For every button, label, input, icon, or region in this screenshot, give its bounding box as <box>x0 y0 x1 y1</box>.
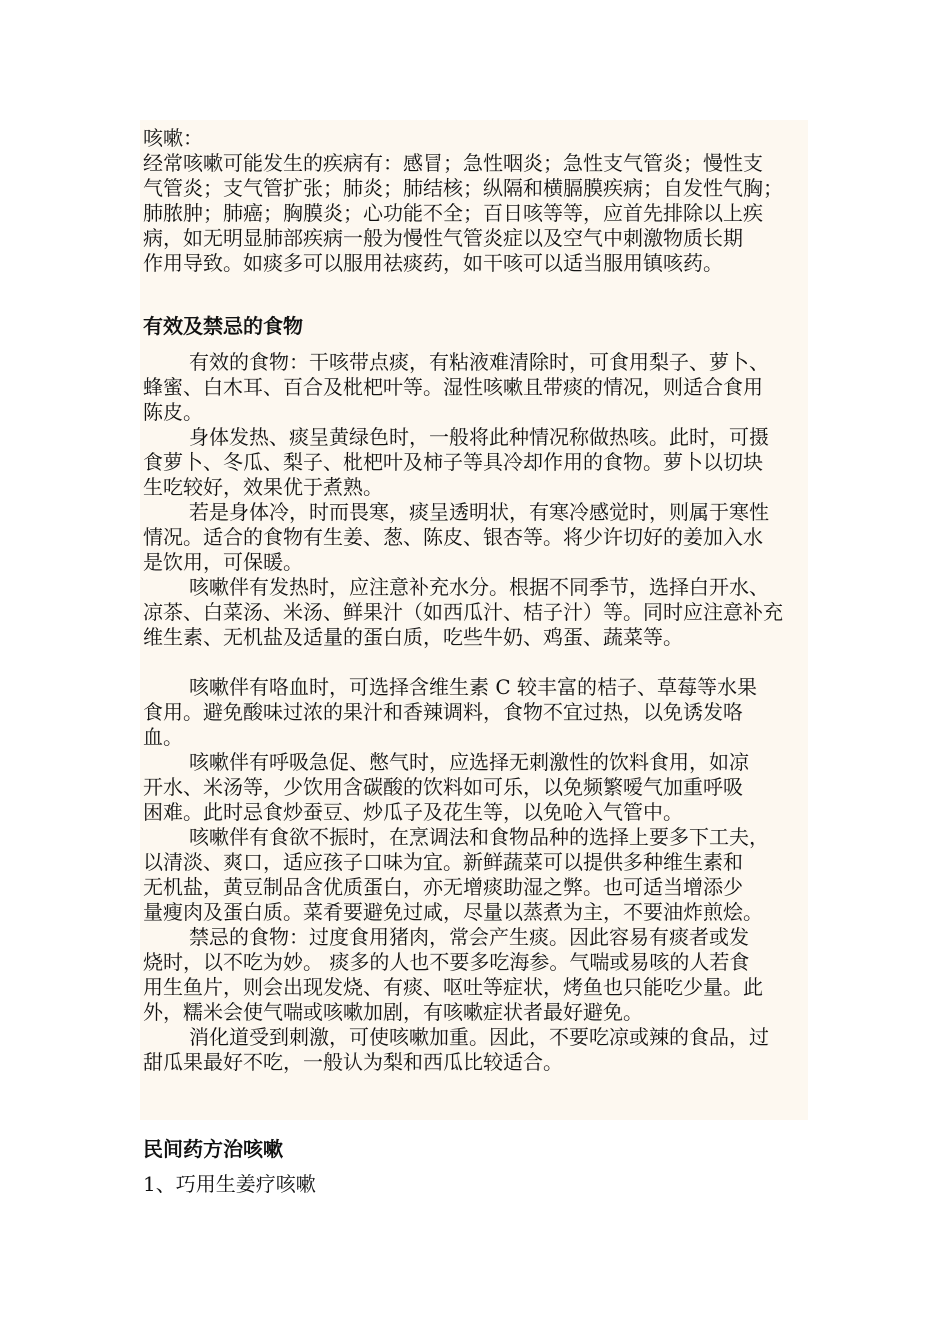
body-line: 咳嗽伴有咯血时，可选择含维生素 C 较丰富的桔子、草莓等水果 <box>189 675 758 699</box>
body-line: 蜂蜜、白木耳、百合及枇杷叶等。湿性咳嗽且带痰的情况，则适合食用 <box>143 375 763 399</box>
body-line: 无机盐，黄豆制品含优质蛋白，亦无增痰助湿之弊。也可适当增添少 <box>143 875 743 899</box>
section-heading: 民间药方治咳嗽 <box>143 1137 283 1161</box>
body-line: 烧时，以不吃为妙。 痰多的人也不要多吃海参。气喘或易咳的人若食 <box>143 950 750 974</box>
body-line: 维生素、无机盐及适量的蛋白质，吃些牛奶、鸡蛋、蔬菜等。 <box>143 625 683 649</box>
body-line: 身体发热、痰呈黄绿色时，一般将此种情况称做热咳。此时，可摄 <box>189 425 769 449</box>
body-line: 血。 <box>143 725 183 749</box>
body-line: 咳嗽伴有食欲不振时，在烹调法和食物品种的选择上要多下工夫， <box>189 825 769 849</box>
body-line: 有效的食物：干咳带点痰，有粘液难清除时，可食用梨子、萝卜、 <box>189 350 769 374</box>
body-line: 消化道受到刺激，可使咳嗽加重。因此，不要吃凉或辣的食品，过 <box>189 1025 769 1049</box>
section-title: 咳嗽： <box>143 126 203 150</box>
body-line: 是饮用，可保暖。 <box>143 550 303 574</box>
body-line: 量瘦肉及蛋白质。菜肴要避免过咸，尽量以蒸煮为主，不要油炸煎烩。 <box>143 900 763 924</box>
body-line: 气管炎；支气管扩张；肺炎；肺结核；纵隔和横膈膜疾病；自发性气胸； <box>143 176 783 200</box>
body-line: 肺脓肿；肺癌；胸膜炎；心功能不全；百日咳等等，应首先排除以上疾 <box>143 201 763 225</box>
body-line: 咳嗽伴有发热时，应注意补充水分。根据不同季节，选择白开水、 <box>189 575 769 599</box>
body-line: 情况。适合的食物有生姜、葱、陈皮、银杏等。将少许切好的姜加入水 <box>143 525 763 549</box>
body-line: 陈皮。 <box>143 400 203 424</box>
body-line: 食萝卜、冬瓜、梨子、枇杷叶及柿子等具冷却作用的食物。萝卜以切块 <box>143 450 763 474</box>
body-line: 凉茶、白菜汤、米汤、鲜果汁（如西瓜汁、桔子汁）等。同时应注意补充 <box>143 600 783 624</box>
body-line: 用生鱼片，则会出现发烧、有痰、呕吐等症状，烤鱼也只能吃少量。此 <box>143 975 763 999</box>
body-line: 食用。避免酸味过浓的果汁和香辣调料，食物不宜过热，以免诱发咯 <box>143 700 743 724</box>
body-line: 禁忌的食物：过度食用猪肉，常会产生痰。因此容易有痰者或发 <box>189 925 749 949</box>
body-line: 外，糯米会使气喘或咳嗽加剧，有咳嗽症状者最好避免。 <box>143 1000 643 1024</box>
body-line: 病，如无明显肺部疾病一般为慢性气管炎症以及空气中刺激物质长期 <box>143 226 743 250</box>
body-line: 若是身体冷，时而畏寒，痰呈透明状，有寒冷感觉时，则属于寒性 <box>189 500 769 524</box>
body-line: 作用导致。如痰多可以服用祛痰药，如干咳可以适当服用镇咳药。 <box>143 251 723 275</box>
body-line: 以清淡、爽口，适应孩子口味为宜。新鲜蔬菜可以提供多种维生素和 <box>143 850 743 874</box>
body-line: 开水、米汤等，少饮用含碳酸的饮料如可乐，以免频繁嗳气加重呼吸 <box>143 775 743 799</box>
body-line: 咳嗽伴有呼吸急促、憋气时，应选择无刺激性的饮料食用，如凉 <box>189 750 749 774</box>
body-line: 经常咳嗽可能发生的疾病有：感冒；急性咽炎；急性支气管炎；慢性支 <box>143 151 763 175</box>
body-line: 困难。此时忌食炒蚕豆、炒瓜子及花生等，以免呛入气管中。 <box>143 800 683 824</box>
body-line: 甜瓜果最好不吃，一般认为梨和西瓜比较适合。 <box>143 1050 563 1074</box>
body-line: 生吃较好，效果优于煮熟。 <box>143 475 383 499</box>
list-item: 1、巧用生姜疗咳嗽 <box>143 1172 316 1196</box>
section-heading: 有效及禁忌的食物 <box>143 314 303 338</box>
